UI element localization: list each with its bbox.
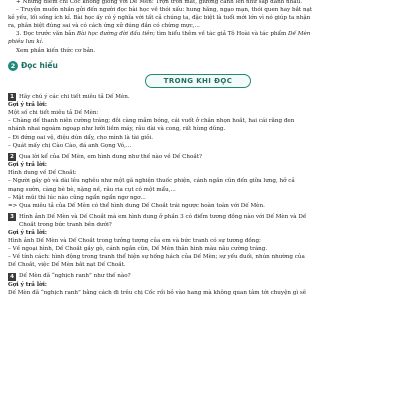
question-2 [8, 153, 388, 162]
intro-block [8, 0, 388, 55]
question-number-badge: 3 [8, 213, 16, 221]
question-text: Hình ảnh Dế Mèn và Dế Choắt mà em hình dung ở phần 3 có điểm tương đồng nào với Dế Mèn và Dế [19, 213, 307, 220]
intro-line: + Những điểm chỉ Cốc không giống với Dế Mèn: Trợn tròn mắt, giương cánh lên như sắp đánh nhau. [16, 0, 302, 5]
reading-banner: TRONG KHI ĐỌC [145, 74, 252, 88]
section-heading [8, 60, 388, 72]
answer-line: Hình ảnh Dế Mèn và Dế Choắt trong tưởng tượng của em và bức tranh có sự tương đồng: [8, 238, 261, 245]
answer-line: – Mặt mũi thì lúc nào cũng ngẩn ngẩn ngơ ngơ... [8, 194, 146, 201]
answer-line: – Về ngoại hình, Dế Choắt gầy gò, cánh ngắn cũn, Dế Mèn thân hình màu nâu cường tráng. [8, 246, 268, 253]
answer-line: Dế Mèn đã “nghịch ranh” bằng cách đi trêu chị Cốc rồi bỏ vào hang mà không quan tâm tới chuyện gì sẽ [8, 290, 307, 297]
answer-label: Gợi ý trả lời: [8, 229, 47, 236]
answer-line: Dế Choắt, việc Dế Mèn bắt nạt Dế Choắt. [8, 262, 126, 269]
intro-item-3-cont: phiêu lưu kí. [8, 39, 44, 46]
answer-line: – Chàng dế thanh niên cường tráng; đôi càng mẫm bóng, cái vuốt ở chân nhọn hoắt, hai cái răng đen [8, 118, 295, 125]
answer-line: – Quát mấy chị Cào Cào, đá anh Gọng Vó,... [8, 142, 132, 149]
answer-line: – Người gầy gò và dài lêu nghêu như một gã nghiện thuốc phiện, cánh ngắn cũn đến giữa lưng, hở cả [8, 178, 295, 185]
question-text: Choắt trong bức tranh bên dưới? [19, 221, 112, 228]
question-4 [8, 272, 388, 281]
answer-line: – Đi đứng oai vệ, điệu dún dẩy, cho mình là tài giỏi. [8, 134, 154, 141]
answer-line: Hình dung về Dế Choắt: [8, 170, 77, 177]
section-title: Đọc hiểu [21, 61, 58, 71]
banner-wrap [8, 74, 388, 88]
answer-label: Gợi ý trả lời: [8, 102, 47, 109]
question-text: Dế Mèn đã “nghịch ranh” như thế nào? [19, 273, 131, 280]
section-number-badge: 2 [8, 61, 18, 71]
intro-line: – Truyện muốn nhắn gửi đến người đọc bài học về thói xấu: hung hăng, ngạo mạn, thói quen hay bắt nạt [16, 7, 313, 14]
answer-line: Một số chi tiết miêu tả Dế Mèn: [8, 110, 99, 117]
answer-line: – Về tính cách: hình động trong tranh thể hiện sự hống hách của Dế Mèn; sự yếu đuối, nhún nhường của [8, 254, 305, 261]
question-text: Hãy chú ý các chi tiết miêu tả Dế Mèn. [19, 93, 130, 100]
answer-line: => Qua miêu tả của Dế Mèn có thể hình dung Dế Choắt trái ngược hoàn toàn với Dế Mèn. [8, 202, 265, 209]
question-text: Qua lời kể của Dế Mèn, em hình dung như thế nào về Dế Choắt? [19, 153, 202, 160]
question-number-badge: 4 [8, 273, 16, 281]
intro-end: Xem phần kiến thức cơ bản. [16, 47, 96, 54]
question-number-badge: 2 [8, 153, 16, 161]
answer-label: Gợi ý trả lời: [8, 281, 47, 288]
question-1 [8, 93, 388, 102]
question-number-badge: 1 [8, 93, 16, 101]
intro-line: ra, phân biệt đúng sai và có cách ứng xử đúng đắn có chừng mực,... [8, 23, 200, 30]
question-3 [8, 213, 388, 229]
answer-line: nhánh nhai ngoàm ngoạp như lưỡi liềm máy, râu dài và cong, rất hùng dũng. [8, 126, 226, 133]
intro-item-3: 3. Đọc trước văn bản Bài học đường đời đầu tiên; tìm hiểu thêm về tác giả Tô Hoài và tác phẩm Dế Mèn [16, 31, 311, 38]
intro-line: kẻ yếu, lối sống ích kỉ. Bài học ấy có ý nghĩa với tất cả chúng ta, đặc biệt là tuổi mới lớn vì nó giúp ta nhận [8, 15, 311, 22]
answer-label: Gợi ý trả lời: [8, 162, 47, 169]
answer-line: mạng sườn, càng bè bè, nặng nề, râu ria cụt có một mẩu,... [8, 186, 176, 193]
